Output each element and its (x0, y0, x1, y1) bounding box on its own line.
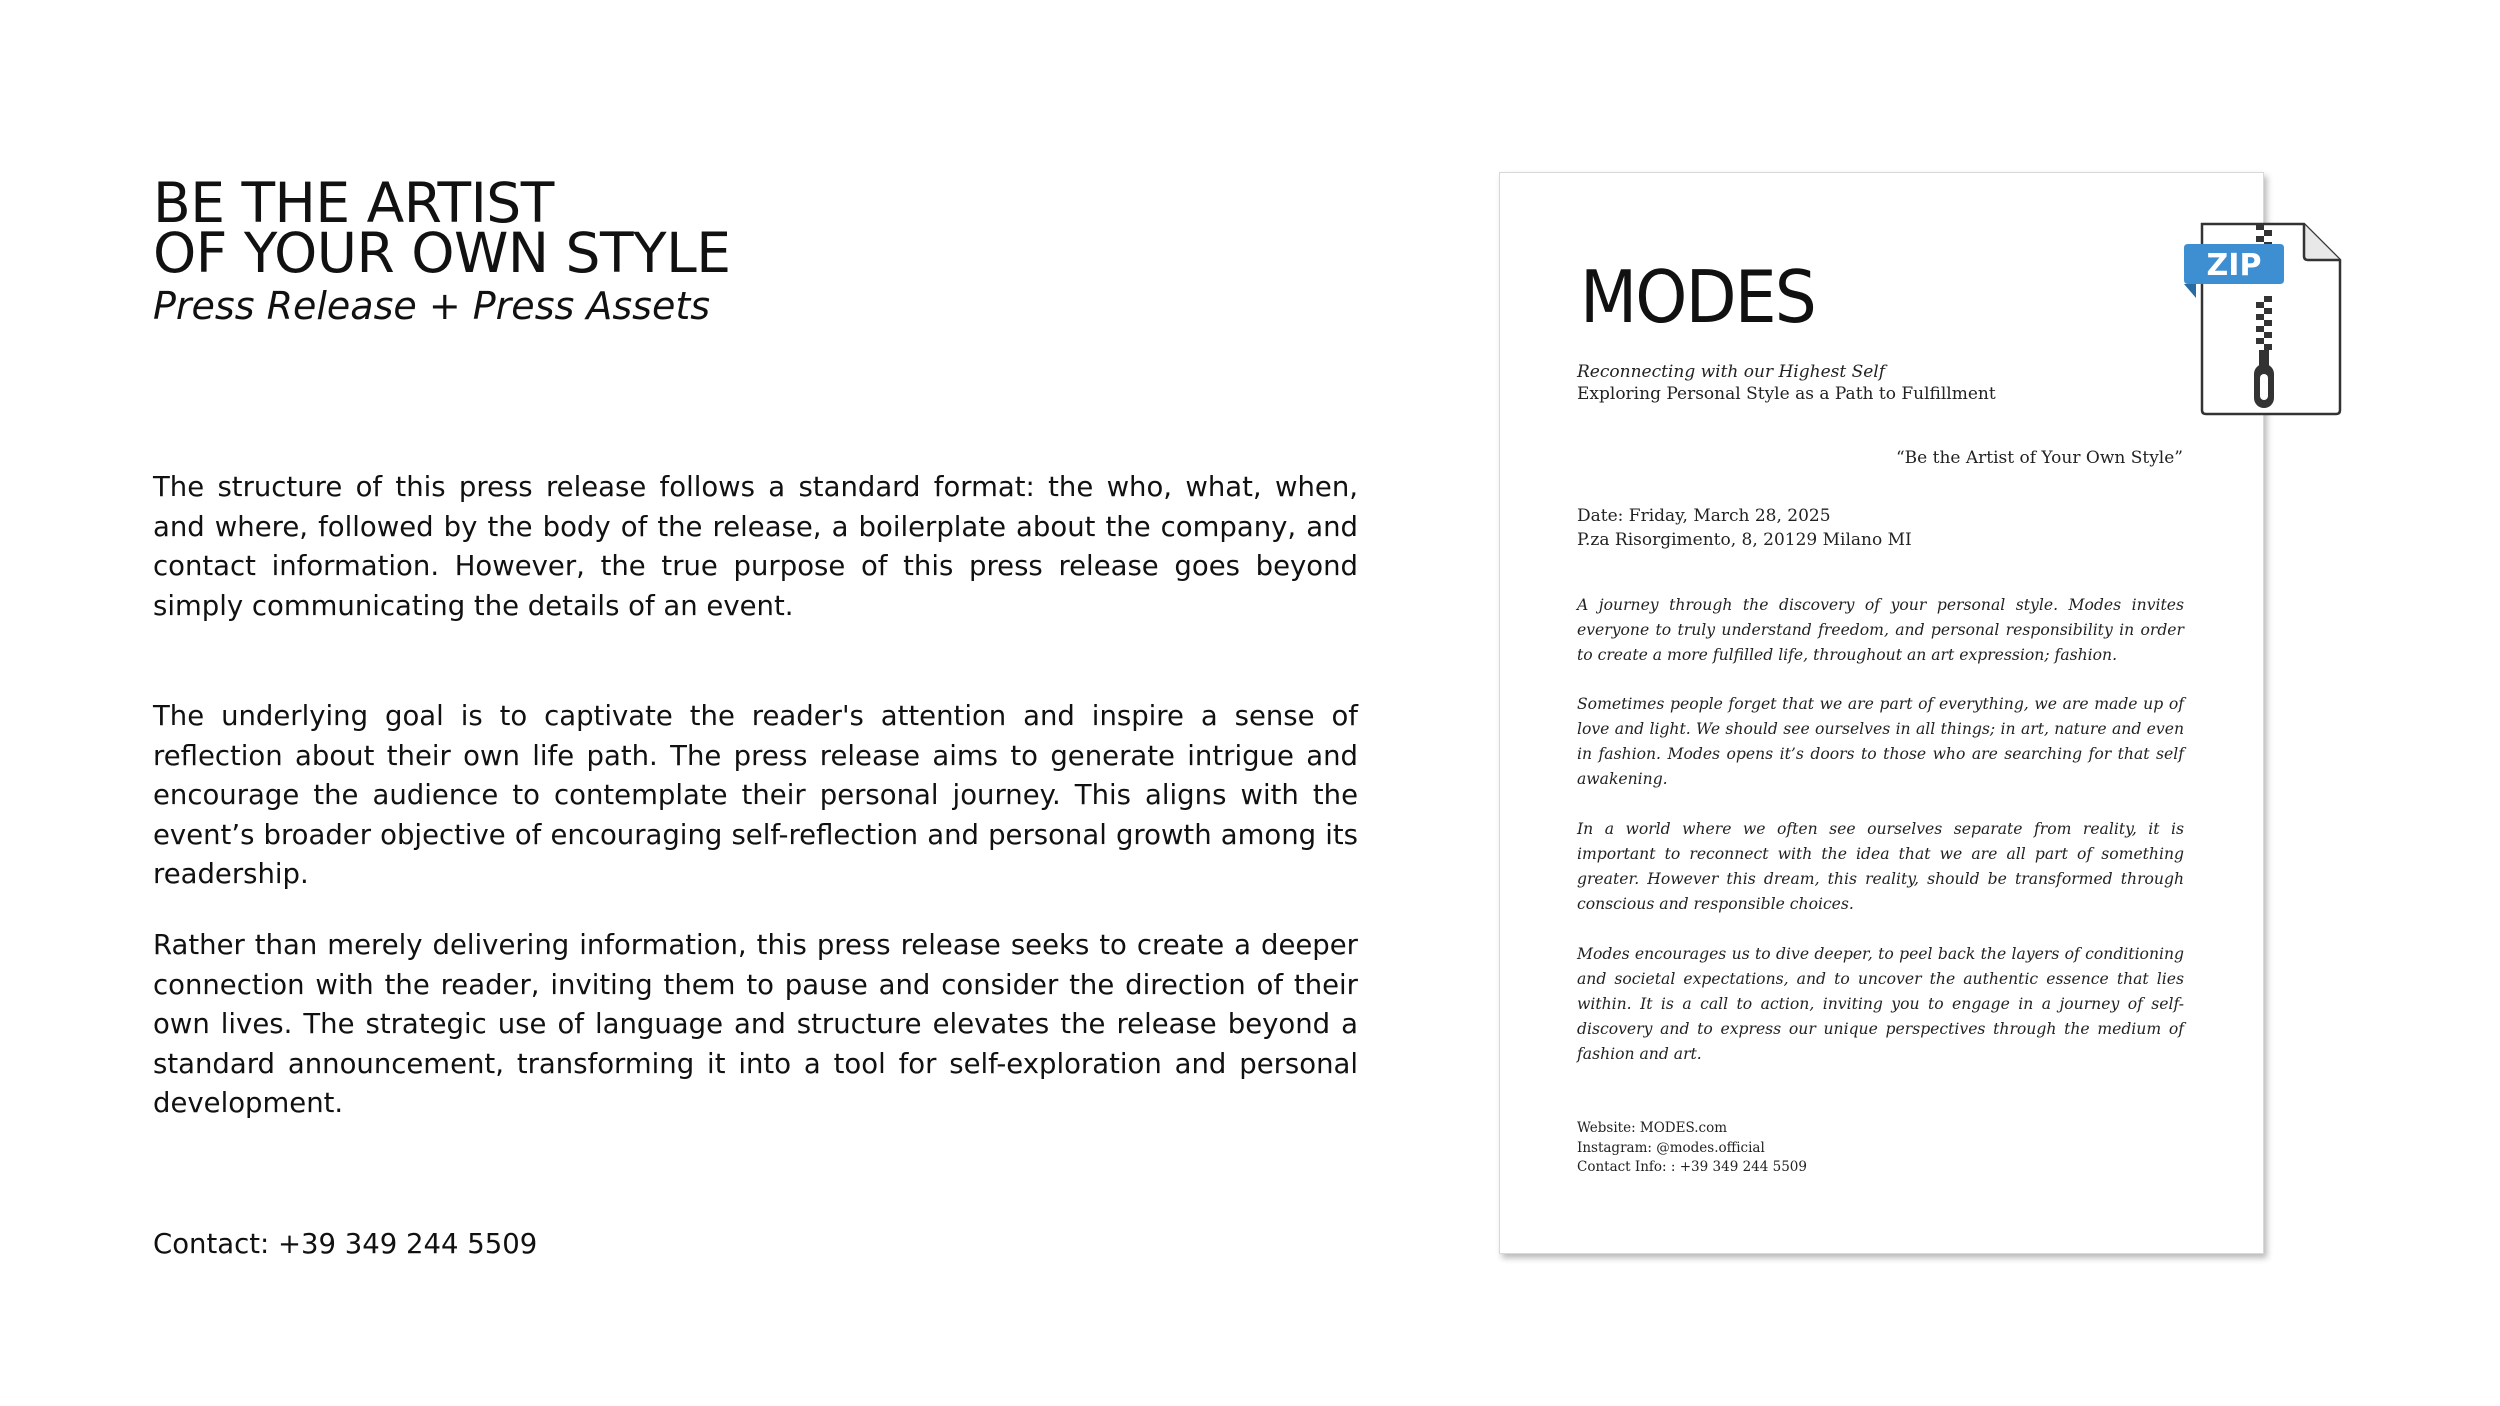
page-subtitle: Press Release + Press Assets (153, 284, 711, 328)
doc-paragraph-3: In a world where we often see ourselves separate from reality, it is important to reconnect with the idea that we are all part of something greater. However this dream, this reality, should be transformed through conscious and responsible choices. (1577, 820, 2184, 913)
doc-instagram: Instagram: @modes.official (1577, 1139, 1765, 1156)
title-line-1: BE THE ARTIST (153, 171, 554, 235)
doc-contact: Contact Info: : +39 349 244 5509 (1577, 1159, 1807, 1175)
doc-paragraph-2: Sometimes people forget that we are part of everything, we are made up of love and light. We should see ourselves in all things; in art, nature and even in fashion. Modes opens it’s doors to those who are searching for that self awakening. (1577, 695, 2184, 788)
title-line-2: OF YOUR OWN STYLE (153, 221, 731, 285)
doc-footer (1577, 1119, 1807, 1178)
doc-quote: “Be the Artist of Your Own Style” (1895, 448, 2183, 468)
doc-paragraph-4: Modes encourages us to dive deeper, to peel back the layers of conditioning and societal expectations, and to uncover the authentic essence that lies within. It is a call to action, inviting you to engage in a journey of self-discovery and to express our unique perspectives through the medium of fashion and art. (1577, 945, 2184, 1063)
body-paragraph-3: Rather than merely delivering information, this press release seeks to create a deeper connection with the reader, inviting them to pause and consider the direction of their own lives. The strategic use of language and structure elevates the release beyond a standard announcement, transforming it into a tool for self-exploration and personal development. (153, 929, 1358, 1119)
doc-tagline-1: Reconnecting with our Highest Self (1577, 362, 1886, 382)
zip-label: ZIP (2206, 248, 2262, 283)
body-paragraph-2: The underlying goal is to captivate the reader's attention and inspire a sense of reflection about their own life path. The press release aims to generate intrigue and encourage the audience to contemplate their personal journey. This aligns with the event’s broader objective of encouraging self-reflection and personal growth among its readership. (153, 700, 1358, 890)
doc-date: Date: Friday, March 28, 2025 (1577, 506, 1831, 526)
body-paragraph-1: The structure of this press release follows a standard format: the who, what, when, and where, followed by the body of the release, a boilerplate about the company, and contact information. However, the true purpose of this press release goes beyond simply communicating the details of an event. (153, 471, 1358, 622)
doc-paragraph-1: A journey through the discovery of your personal style. Modes invites everyone to truly understand freedom, and personal responsibility in order to create a more fulfilled life, throughout an art expression; fashion. (1577, 596, 2184, 664)
doc-website: Website: MODES.com (1577, 1120, 1728, 1136)
doc-tagline-2: Exploring Personal Style as a Path to Fulfillment (1577, 384, 1996, 404)
page-title (153, 171, 731, 285)
doc-address: P.za Risorgimento, 8, 20129 Milano MI (1577, 530, 1912, 550)
zip-file-icon[interactable] (2182, 220, 2342, 420)
modes-logo: MODES (1580, 255, 1816, 339)
contact-info: Contact: +39 349 244 5509 (153, 1228, 538, 1260)
press-release-document-preview[interactable] (1499, 172, 2264, 1254)
